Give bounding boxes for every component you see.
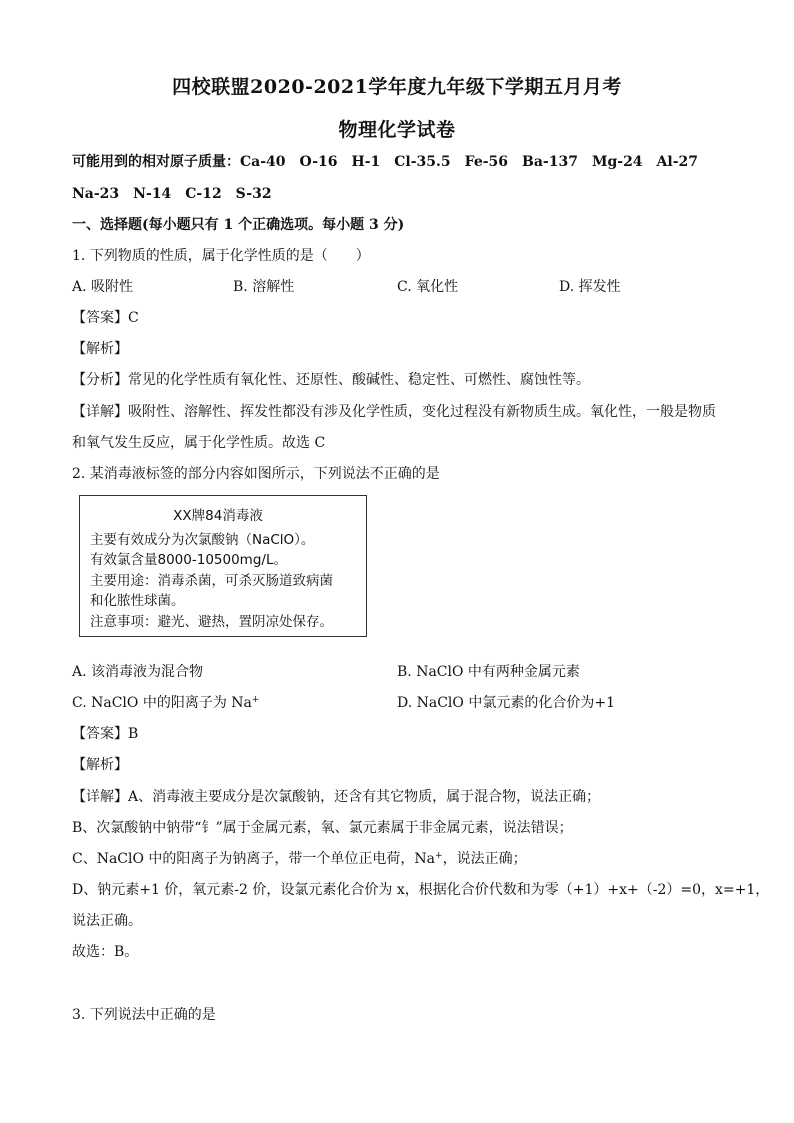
q2-detail-line-3 (72, 848, 527, 868)
atomic-mass-line-2: Na-23 N-14 C-12 S-32 (72, 186, 272, 202)
q1-stem: 1. 下列物质的性质，属于化学性质的是（ ） (72, 248, 370, 264)
q2-detail-line-5: 说法正确。 (72, 913, 142, 929)
q2-detail-line-3-end: ，说法正确； (442, 851, 527, 867)
q1-option-b: B. 溶解性 (233, 279, 295, 295)
section-heading: 一、选择题(每小题只有 1 个正确选项。每小题 3 分) (72, 217, 405, 233)
q2-option-d: D. NaClO 中氯元素的化合价为+1 (397, 695, 615, 711)
q2-detail-line-4: D、钠元素+1 价，氧元素-2 价，设氯元素化合价为 x，根据化合价代数和为零（+1）+x+（-2）=0，x=+1， (72, 882, 770, 898)
q1-detail-line-2: 和氧气发生反应，属于化学性质。故选 C (72, 435, 326, 451)
label-title: XX牌84消毒液 (173, 508, 263, 524)
q2-option-b: B. NaClO 中有两种金属元素 (397, 664, 580, 680)
atomic-mass-line-1: 可能用到的相对原子质量：Ca-40 O-16 H-1 Cl-35.5 Fe-56 Ba-137 Mg-24 Al-27 (72, 154, 699, 170)
q2-detail-line-3-text: C、NaClO 中的阳离子为钠离子，带一个单位正电荷，Na (72, 851, 436, 867)
q2-option-a: A. 该消毒液为混合物 (72, 664, 204, 680)
q1-fenxi: 【分析】常见的化学性质有氧化性、还原性、酸碱性、稳定性、可燃性、腐蚀性等。 (72, 372, 590, 388)
label-line-3: 主要用途：消毒杀菌，可杀灭肠道致病菌 (90, 572, 333, 589)
label-line-2: 有效氯含量8000-10500mg/L。 (90, 552, 287, 568)
q2-stem: 2. 某消毒液标签的部分内容如图所示，下列说法不正确的是 (72, 466, 440, 482)
q2-answer: 【答案】B (72, 726, 139, 742)
q1-option-c: C. 氧化性 (397, 279, 459, 295)
q1-option-a: A. 吸附性 (72, 279, 134, 295)
q1-detail-line-1: 【详解】吸附性、溶解性、挥发性都没有涉及化学性质，变化过程没有新物质生成。氧化性，一般是物质 (72, 404, 716, 420)
q2-detail-line-2: B、次氯酸钠中钠带“钅”属于金属元素，氧、氯元素属于非金属元素，说法错误； (72, 820, 573, 836)
exam-title: 四校联盟2020-2021学年度九年级下学期五月月考 (172, 76, 622, 98)
disinfectant-label-figure (79, 495, 367, 637)
q2-option-c-charge: + (251, 695, 260, 705)
q2-analysis-label: 【解析】 (72, 757, 128, 773)
exam-subtitle: 物理化学试卷 (338, 119, 456, 141)
label-line-4: 和化脓性球菌。 (90, 593, 185, 609)
label-line-1: 主要有效成分为次氯酸钠（NaClO）。 (90, 531, 315, 548)
q3-stem: 3. 下列说法中正确的是 (72, 1007, 216, 1023)
q1-analysis-label: 【解析】 (72, 341, 128, 357)
q2-detail-line-3-charge: + (435, 851, 443, 861)
q1-option-d: D. 挥发性 (559, 279, 621, 295)
q2-option-c (72, 692, 259, 712)
label-line-5: 注意事项：避光、避热，置阴凉处保存。 (90, 613, 333, 630)
q2-conclusion: 故选：B。 (72, 944, 139, 960)
q1-answer: 【答案】C (72, 310, 139, 326)
q2-detail-line-1: 【详解】A、消毒液主要成分是次氯酸钠，还含有其它物质，属于混合物，说法正确； (72, 789, 601, 805)
q2-option-c-text: C. NaClO 中的阳离子为 Na (72, 695, 252, 711)
